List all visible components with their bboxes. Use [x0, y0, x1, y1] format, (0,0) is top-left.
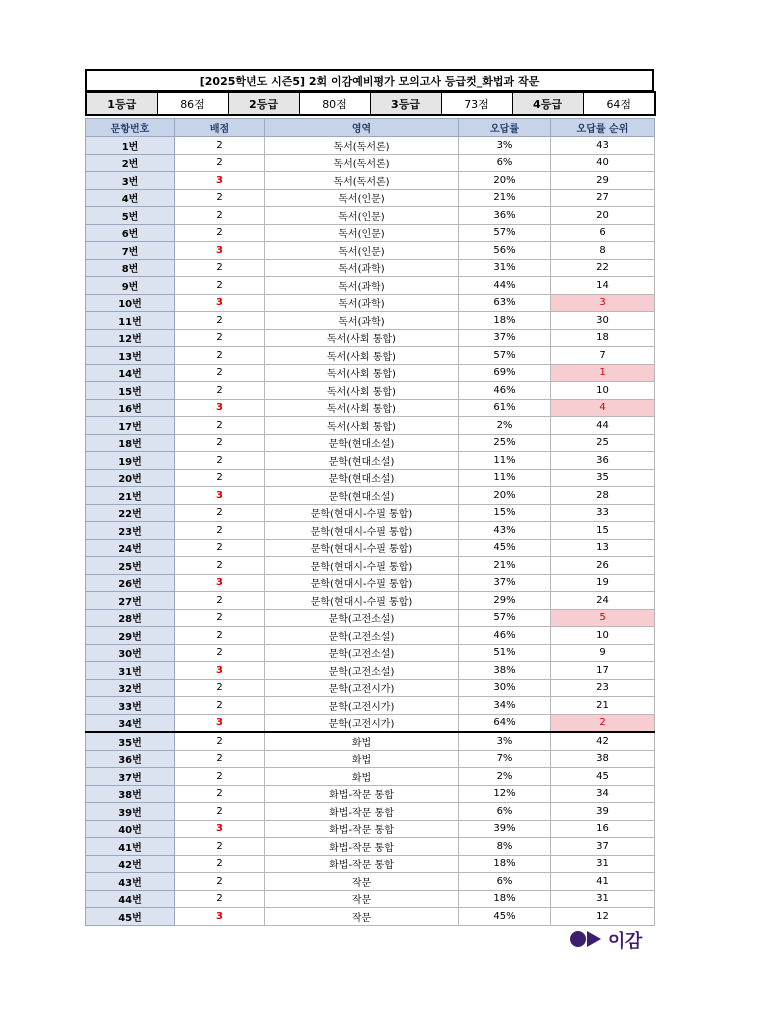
area-cell: 문학(현대시-수필 통합): [265, 504, 459, 522]
error-rate-cell: 51%: [459, 644, 551, 662]
error-rate-cell: 36%: [459, 207, 551, 225]
table-row: [86, 172, 655, 190]
logo-text: 이감: [608, 931, 642, 952]
table-row: [86, 242, 655, 260]
error-rate-cell: 6%: [459, 154, 551, 172]
error-rate-cell: 18%: [459, 890, 551, 908]
error-rank-cell: 26: [551, 557, 655, 575]
table-row: [86, 487, 655, 505]
area-cell: 작문: [265, 873, 459, 891]
area-cell: 독서(사회 통합): [265, 347, 459, 365]
error-rank-cell: 23: [551, 679, 655, 697]
question-number-cell: 44번: [86, 890, 175, 908]
points-cell: 3: [175, 242, 265, 260]
table-row: [86, 820, 655, 838]
error-rate-cell: 64%: [459, 714, 551, 732]
question-number-cell: 2번: [86, 154, 175, 172]
error-rate-cell: 11%: [459, 469, 551, 487]
points-cell: 2: [175, 627, 265, 645]
error-rank-cell: 31: [551, 855, 655, 873]
header-area: 영역: [265, 119, 459, 137]
points-cell: 2: [175, 277, 265, 295]
error-rank-cell: 36: [551, 452, 655, 470]
error-rate-cell: 56%: [459, 242, 551, 260]
points-cell: 3: [175, 908, 265, 926]
table-row: [86, 697, 655, 715]
points-cell: 2: [175, 732, 265, 750]
question-number-cell: 40번: [86, 820, 175, 838]
grade-label-4: 4등급: [512, 92, 583, 115]
points-cell: 2: [175, 329, 265, 347]
question-number-cell: 19번: [86, 452, 175, 470]
grade-score-3: 73점: [441, 92, 512, 115]
points-cell: 2: [175, 803, 265, 821]
question-number-cell: 20번: [86, 469, 175, 487]
points-cell: 2: [175, 855, 265, 873]
points-cell: 2: [175, 697, 265, 715]
error-rate-cell: 31%: [459, 259, 551, 277]
table-row: [86, 644, 655, 662]
error-rate-cell: 25%: [459, 434, 551, 452]
table-row: [86, 803, 655, 821]
area-cell: 독서(인문): [265, 207, 459, 225]
header-error-rank: 오답률 순위: [551, 119, 655, 137]
error-rank-cell: 21: [551, 697, 655, 715]
table-row: [86, 574, 655, 592]
grade-score-4: 64점: [606, 97, 632, 111]
question-number-cell: 9번: [86, 277, 175, 295]
error-rank-cell: 10: [551, 627, 655, 645]
area-cell: 독서(독서론): [265, 137, 459, 155]
area-cell: 독서(과학): [265, 277, 459, 295]
error-rank-cell: 28: [551, 487, 655, 505]
points-cell: 2: [175, 154, 265, 172]
area-cell: 독서(사회 통합): [265, 382, 459, 400]
error-rank-cell: 5: [551, 609, 655, 627]
question-number-cell: 12번: [86, 329, 175, 347]
points-cell: 2: [175, 224, 265, 242]
question-number-cell: 11번: [86, 312, 175, 330]
question-number-cell: 26번: [86, 574, 175, 592]
question-number-cell: 16번: [86, 399, 175, 417]
error-rate-cell: 12%: [459, 785, 551, 803]
table-row: [86, 838, 655, 856]
area-cell: 화법: [265, 750, 459, 768]
table-row: [86, 469, 655, 487]
points-cell: 2: [175, 768, 265, 786]
error-rank-cell: 16: [551, 820, 655, 838]
error-rate-cell: 6%: [459, 803, 551, 821]
points-cell: 2: [175, 364, 265, 382]
question-number-cell: 35번: [86, 732, 175, 750]
error-rank-cell: 39: [551, 803, 655, 821]
error-rank-cell: 13: [551, 539, 655, 557]
error-rank-cell: 12: [551, 908, 655, 926]
error-rate-cell: 18%: [459, 312, 551, 330]
igam-logo: [570, 928, 654, 950]
error-rank-cell: 33: [551, 504, 655, 522]
question-number-cell: 25번: [86, 557, 175, 575]
points-cell: 2: [175, 189, 265, 207]
table-row: [86, 504, 655, 522]
table-row: [86, 522, 655, 540]
points-cell: 2: [175, 382, 265, 400]
error-rate-cell: 3%: [459, 137, 551, 155]
question-number-cell: 8번: [86, 259, 175, 277]
area-cell: 문학(현대시-수필 통합): [265, 522, 459, 540]
area-cell: 문학(현대시-수필 통합): [265, 539, 459, 557]
error-rate-cell: 6%: [459, 873, 551, 891]
error-rate-cell: 34%: [459, 697, 551, 715]
area-cell: 독서(사회 통합): [265, 329, 459, 347]
logo-circle-icon: [570, 931, 586, 947]
table-row: [86, 224, 655, 242]
points-cell: 2: [175, 679, 265, 697]
points-cell: 2: [175, 259, 265, 277]
area-cell: 문학(현대시-수필 통합): [265, 592, 459, 610]
error-rank-cell: 42: [551, 732, 655, 750]
area-cell: 독서(독서론): [265, 172, 459, 190]
area-cell: 작문: [265, 908, 459, 926]
error-rank-cell: 27: [551, 189, 655, 207]
area-cell: 화법-작문 통합: [265, 838, 459, 856]
grade-cut-table: [85, 91, 656, 116]
points-cell: 2: [175, 609, 265, 627]
points-cell: 2: [175, 137, 265, 155]
table-row: [86, 539, 655, 557]
error-rate-cell: 20%: [459, 172, 551, 190]
question-number-cell: 17번: [86, 417, 175, 435]
area-cell: 문학(고전소설): [265, 662, 459, 680]
error-rank-cell: 45: [551, 768, 655, 786]
area-cell: 화법-작문 통합: [265, 803, 459, 821]
header-error-rate: 오답률: [459, 119, 551, 137]
table-row: [86, 434, 655, 452]
area-cell: 독서(사회 통합): [265, 364, 459, 382]
error-rate-cell: 2%: [459, 417, 551, 435]
area-cell: 화법-작문 통합: [265, 785, 459, 803]
table-row: [86, 557, 655, 575]
area-cell: 독서(과학): [265, 259, 459, 277]
area-cell: 화법: [265, 732, 459, 750]
question-number-cell: 41번: [86, 838, 175, 856]
area-cell: 문학(고전시가): [265, 714, 459, 732]
error-rate-cell: 37%: [459, 574, 551, 592]
grade-label-1: 1등급: [86, 92, 157, 115]
area-cell: 화법: [265, 768, 459, 786]
error-rate-cell: 46%: [459, 382, 551, 400]
area-cell: 독서(독서론): [265, 154, 459, 172]
error-rank-cell: 25: [551, 434, 655, 452]
question-number-cell: 6번: [86, 224, 175, 242]
table-row: [86, 452, 655, 470]
area-cell: 작문: [265, 890, 459, 908]
table-row: [86, 399, 655, 417]
table-row: [86, 890, 655, 908]
question-number-cell: 21번: [86, 487, 175, 505]
error-rate-cell: 61%: [459, 399, 551, 417]
table-row: [86, 417, 655, 435]
question-number-cell: 30번: [86, 644, 175, 662]
points-cell: 2: [175, 434, 265, 452]
question-number-cell: 4번: [86, 189, 175, 207]
grade-score-1: 86점: [157, 92, 228, 115]
area-cell: 독서(사회 통합): [265, 417, 459, 435]
area-cell: 화법-작문 통합: [265, 855, 459, 873]
area-cell: 문학(현대소설): [265, 487, 459, 505]
error-rate-cell: 57%: [459, 224, 551, 242]
question-number-cell: 1번: [86, 137, 175, 155]
area-cell: 독서(인문): [265, 189, 459, 207]
error-rate-cell: 69%: [459, 364, 551, 382]
question-number-cell: 18번: [86, 434, 175, 452]
area-cell: 화법-작문 통합: [265, 820, 459, 838]
question-number-cell: 39번: [86, 803, 175, 821]
question-number-cell: 45번: [86, 908, 175, 926]
points-cell: 2: [175, 838, 265, 856]
points-cell: 2: [175, 750, 265, 768]
points-cell: 2: [175, 873, 265, 891]
area-cell: 문학(현대시-수필 통합): [265, 574, 459, 592]
error-rate-cell: 20%: [459, 487, 551, 505]
error-rate-cell: 7%: [459, 750, 551, 768]
grade-label-2: 2등급: [228, 92, 299, 115]
error-rate-cell: 46%: [459, 627, 551, 645]
table-row: [86, 785, 655, 803]
error-rate-cell: 2%: [459, 768, 551, 786]
points-cell: 2: [175, 785, 265, 803]
points-cell: 3: [175, 662, 265, 680]
points-cell: 3: [175, 172, 265, 190]
points-cell: 3: [175, 399, 265, 417]
table-row: [86, 768, 655, 786]
error-rate-cell: 11%: [459, 452, 551, 470]
error-rate-cell: 45%: [459, 908, 551, 926]
logo-triangle-icon: [587, 931, 601, 947]
table-header-row: [86, 119, 655, 137]
table-row: [86, 364, 655, 382]
area-cell: 문학(고전소설): [265, 627, 459, 645]
error-rate-cell: 18%: [459, 855, 551, 873]
error-rank-cell: 40: [551, 154, 655, 172]
error-rank-cell: 29: [551, 172, 655, 190]
question-number-cell: 29번: [86, 627, 175, 645]
question-number-cell: 23번: [86, 522, 175, 540]
points-cell: 2: [175, 539, 265, 557]
question-number-cell: 13번: [86, 347, 175, 365]
points-cell: 3: [175, 714, 265, 732]
error-rate-cell: 63%: [459, 294, 551, 312]
error-rate-cell: 3%: [459, 732, 551, 750]
error-rank-cell: 31: [551, 890, 655, 908]
table-row: [86, 329, 655, 347]
area-cell: 문학(현대소설): [265, 452, 459, 470]
question-number-cell: 34번: [86, 714, 175, 732]
error-rate-cell: 44%: [459, 277, 551, 295]
table-row: [86, 714, 655, 732]
points-cell: 3: [175, 294, 265, 312]
table-row: [86, 873, 655, 891]
table-row: [86, 908, 655, 926]
area-cell: 문학(현대소설): [265, 469, 459, 487]
question-number-cell: 27번: [86, 592, 175, 610]
table-row: [86, 259, 655, 277]
question-number-cell: 37번: [86, 768, 175, 786]
title-table: [85, 69, 654, 91]
error-rank-cell: 41: [551, 873, 655, 891]
error-rank-cell: 9: [551, 644, 655, 662]
error-rank-cell: 4: [551, 399, 655, 417]
error-rate-cell: 8%: [459, 838, 551, 856]
error-rate-cell: 37%: [459, 329, 551, 347]
question-number-cell: 14번: [86, 364, 175, 382]
table-row: [86, 207, 655, 225]
error-rank-cell: 38: [551, 750, 655, 768]
document-title: [2025학년도 시즌5] 2회 이감예비평가 모의고사 등급컷_화법과 작문: [86, 70, 653, 91]
area-cell: 문학(현대시-수필 통합): [265, 557, 459, 575]
points-cell: 2: [175, 644, 265, 662]
points-cell: 2: [175, 469, 265, 487]
question-number-cell: 33번: [86, 697, 175, 715]
area-cell: 문학(고전소설): [265, 609, 459, 627]
points-cell: 3: [175, 820, 265, 838]
error-rate-cell: 38%: [459, 662, 551, 680]
question-table: [85, 118, 655, 926]
area-cell: 문학(고전시가): [265, 697, 459, 715]
area-cell: 독서(사회 통합): [265, 399, 459, 417]
error-rank-cell: 14: [551, 277, 655, 295]
table-row: [86, 627, 655, 645]
question-number-cell: 42번: [86, 855, 175, 873]
error-rate-cell: 21%: [459, 189, 551, 207]
error-rank-cell: 6: [551, 224, 655, 242]
area-cell: 독서(인문): [265, 224, 459, 242]
error-rank-cell: 44: [551, 417, 655, 435]
error-rate-cell: 21%: [459, 557, 551, 575]
question-number-cell: 24번: [86, 539, 175, 557]
points-cell: 2: [175, 504, 265, 522]
points-cell: 2: [175, 890, 265, 908]
question-number-cell: 3번: [86, 172, 175, 190]
question-number-cell: 31번: [86, 662, 175, 680]
table-row: [86, 662, 655, 680]
error-rank-cell: 7: [551, 347, 655, 365]
error-rank-cell: 2: [551, 714, 655, 732]
error-rank-cell: 35: [551, 469, 655, 487]
question-number-cell: 28번: [86, 609, 175, 627]
error-rank-cell: 34: [551, 785, 655, 803]
points-cell: 3: [175, 574, 265, 592]
table-row: [86, 154, 655, 172]
question-number-cell: 5번: [86, 207, 175, 225]
error-rank-cell: 24: [551, 592, 655, 610]
area-cell: 문학(고전소설): [265, 644, 459, 662]
question-number-cell: 43번: [86, 873, 175, 891]
error-rate-cell: 29%: [459, 592, 551, 610]
question-number-cell: 10번: [86, 294, 175, 312]
header-question-number: 문항번호: [86, 119, 175, 137]
table-row: [86, 609, 655, 627]
error-rank-cell: 19: [551, 574, 655, 592]
table-row: [86, 347, 655, 365]
error-rank-cell: 43: [551, 137, 655, 155]
area-cell: 문학(현대소설): [265, 434, 459, 452]
points-cell: 2: [175, 522, 265, 540]
points-cell: 2: [175, 312, 265, 330]
area-cell: 문학(고전시가): [265, 679, 459, 697]
error-rank-cell: 18: [551, 329, 655, 347]
error-rate-cell: 39%: [459, 820, 551, 838]
area-cell: 독서(인문): [265, 242, 459, 260]
points-cell: 2: [175, 347, 265, 365]
grade-score-2: 80점: [299, 92, 370, 115]
grade-label-3: 3등급: [370, 92, 441, 115]
table-row: [86, 592, 655, 610]
points-cell: 3: [175, 487, 265, 505]
question-number-cell: 7번: [86, 242, 175, 260]
question-number-cell: 32번: [86, 679, 175, 697]
error-rank-cell: 10: [551, 382, 655, 400]
table-row: [86, 679, 655, 697]
error-rate-cell: 57%: [459, 609, 551, 627]
error-rank-cell: 20: [551, 207, 655, 225]
table-row: [86, 189, 655, 207]
table-row: [86, 732, 655, 750]
error-rank-cell: 17: [551, 662, 655, 680]
table-row: [86, 312, 655, 330]
question-number-cell: 22번: [86, 504, 175, 522]
points-cell: 2: [175, 557, 265, 575]
error-rate-cell: 45%: [459, 539, 551, 557]
header-points: 배점: [175, 119, 265, 137]
question-number-cell: 15번: [86, 382, 175, 400]
question-number-cell: 38번: [86, 785, 175, 803]
table-row: [86, 277, 655, 295]
table-row: [86, 382, 655, 400]
error-rank-cell: 30: [551, 312, 655, 330]
table-row: [86, 750, 655, 768]
error-rate-cell: 30%: [459, 679, 551, 697]
table-row: [86, 137, 655, 155]
grade-cut-sheet: [85, 69, 654, 926]
error-rank-cell: 37: [551, 838, 655, 856]
area-cell: 독서(과학): [265, 294, 459, 312]
points-cell: 2: [175, 417, 265, 435]
question-number-cell: 36번: [86, 750, 175, 768]
error-rank-cell: 8: [551, 242, 655, 260]
area-cell: 독서(과학): [265, 312, 459, 330]
error-rank-cell: 3: [551, 294, 655, 312]
table-row: [86, 855, 655, 873]
points-cell: 2: [175, 592, 265, 610]
error-rate-cell: 43%: [459, 522, 551, 540]
error-rank-cell: 22: [551, 259, 655, 277]
error-rate-cell: 15%: [459, 504, 551, 522]
error-rank-cell: 1: [551, 364, 655, 382]
error-rank-cell: 15: [551, 522, 655, 540]
error-rate-cell: 57%: [459, 347, 551, 365]
points-cell: 2: [175, 452, 265, 470]
points-cell: 2: [175, 207, 265, 225]
table-row: [86, 294, 655, 312]
